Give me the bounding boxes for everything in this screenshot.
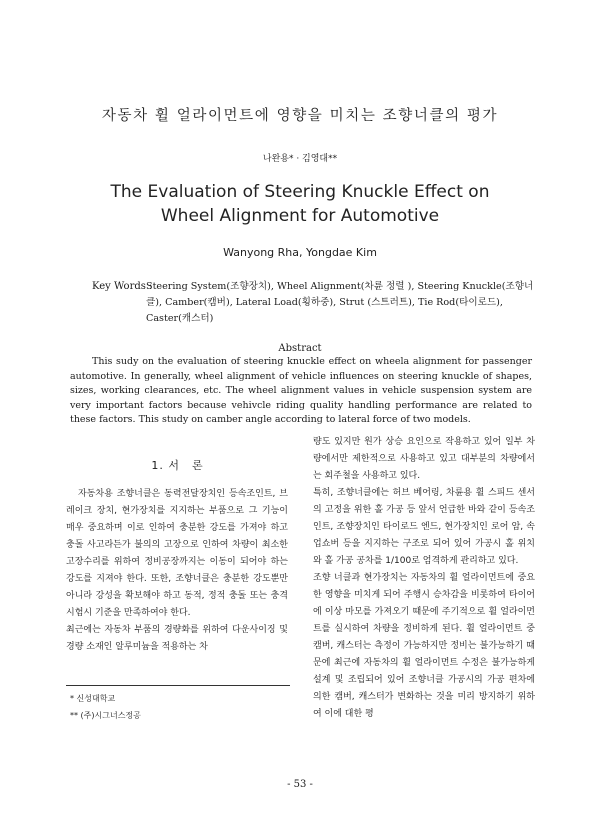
paragraph: 최근에는 자동차 부품의 경량화를 위하여 다운사이징 및 경량 소재인 알루미늄을 적용하는 차 xyxy=(66,625,288,652)
section-heading: 1. 서 론 xyxy=(151,459,204,472)
english-authors: Wanyong Rha, Yongdae Kim xyxy=(223,246,377,259)
keywords-text: Steering System(조향장치), Wheel Alignment(차륜 정렬 ), Steering Knuckle(조향너클), Camber(캠버), Lateral Load(횡하중), Strut (스트러트), Tie Rod(타이로드), Caster(캐스터) xyxy=(146,281,534,324)
footnote: ** (주)시그너스정공 xyxy=(70,711,141,720)
footnote: * 신성대학교 xyxy=(70,694,116,703)
paragraph: 특히, 조향너클에는 허브 베어링, 차륜용 휠 스피드 센서의 고정을 위한 홀 가공 등 앞서 언급한 바와 같이 등속조인트, 조향장치인 타이로드 엔드, 현가장치인 로어 암, 속업쇼버 등을 지지하는 구조로 되어 있어 가공시 홀 위치와 홀 가공 공차를 1/100로 엄격하게 관리하고 있다. xyxy=(313,488,535,566)
korean-title: 자동차 휠 얼라이먼트에 영향을 미치는 조향너클의 평가 xyxy=(101,108,499,124)
right-column xyxy=(313,434,535,723)
left-column xyxy=(66,486,288,656)
abstract-body: This sudy on the evaluation of steering knuckle effect on wheela alignment for passenger automotive. In generally, wheel alignment of vehicle influences on steering knuckle of shapes, sizes, working clearances, etc. The wheel alignment values in vehicle suspension system are very important factors because vehivcle riding quality handling performance are related to these factors. This study on camber angle according to lateral force of two models. xyxy=(70,356,532,425)
page-number: - 53 - xyxy=(287,779,313,790)
abstract-heading: Abstract xyxy=(278,343,322,354)
footnote-divider xyxy=(66,685,290,686)
korean-authors: 나완용* · 김영대** xyxy=(262,154,338,164)
paragraph: 자동차용 조향너클은 동력전달장치인 등속조인트, 브레이크 장치, 현가장치를 지지하는 부품으로 그 기능이 매우 중요하며 이로 인하여 충분한 강도를 가져야 하고 충돌 사고라든가 불의의 고장으로 인하여 차량이 최소한 고장수리를 위하여 정비공장까지는 이동이 되어야 하는 강도를 지져야 한다. 또한, 조향너클은 충분한 강도뿐만 아니라 강성을 확보해야 하고 동적, 정적 충돌 또는 충격 시험시 기준을 만족하여야 한다. xyxy=(66,489,288,618)
keywords-label: Key Words : xyxy=(92,281,153,292)
english-title: The Evaluation of Steering Knuckle Effect on Wheel Alignment for Automotive xyxy=(110,182,490,226)
paragraph: 조향 너클과 현가장치는 자동차의 휠 얼라이먼트에 중요한 영향을 미치게 되어 주행시 승차감을 비롯하여 타이어에 이상 마모를 가져오기 때문에 주기적으로 휠 얼라이먼트를 실시하여 차량을 정비하게 된다. 휠 얼라이먼트 중 캠버, 캐스터는 측정이 가능하지만 정비는 불가능하기 때문에 최근에 자동차의 휠 얼라이먼트 수정은 불가능하게 설계 및 조립되어 있어 조향너클 가공시의 가공 편차에 의한 캠버, 캐스터가 변화하는 것을 미리 방지하기 위하여 이에 대한 평 xyxy=(313,573,535,719)
paragraph: 량도 있지만 원가 상승 요인으로 작용하고 있어 일부 차량에서만 제한적으로 사용하고 있고 대부분의 차량에서는 회주철을 사용하고 있다. xyxy=(313,437,535,481)
